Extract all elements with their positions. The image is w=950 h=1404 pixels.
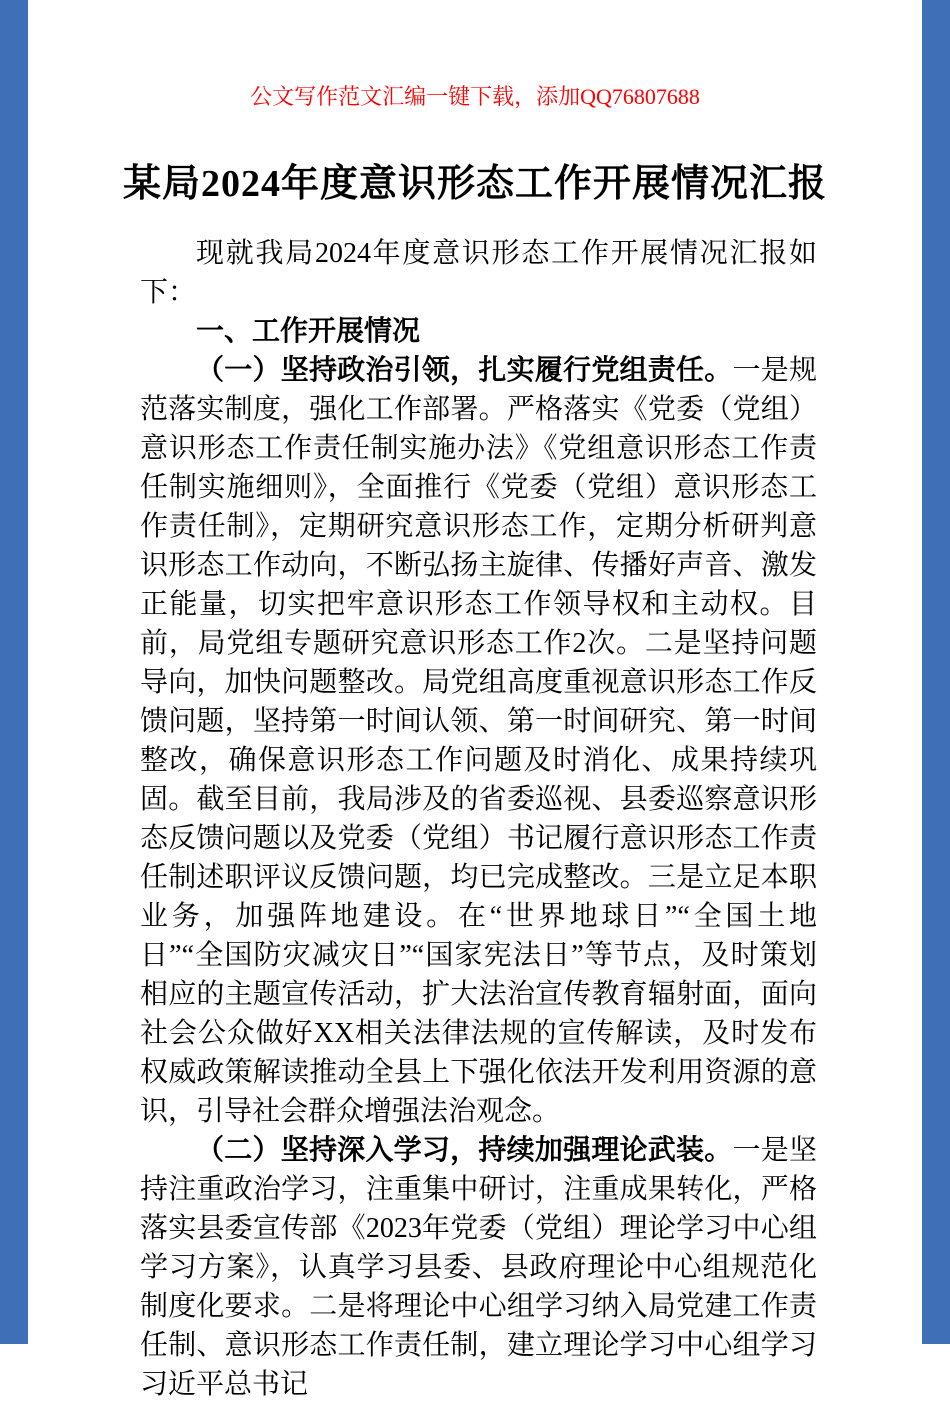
document-page <box>28 0 922 1400</box>
paragraph-lead: （二）坚持深入学习，持续加强理论武装。 <box>196 1135 733 1166</box>
paragraph-subsection-1 <box>140 351 817 1131</box>
right-page-margin-bar <box>922 0 950 1344</box>
promo-notice-banner: 公文写作范文汇编一键下载，添加QQ76807688 <box>250 84 700 109</box>
paragraph-lead: （一）坚持政治引领，扎实履行党组责任。 <box>196 355 733 386</box>
paragraph-intro <box>140 234 817 312</box>
document-title: 某局2024年度意识形态工作开展情况汇报 <box>122 163 827 205</box>
paragraph-text: 现就我局2024年度意识形态工作开展情况汇报如下： <box>140 238 817 308</box>
paragraph-subsection-2 <box>140 1131 817 1404</box>
document-body <box>140 234 817 1404</box>
paragraph-text: 一是规范落实制度，强化工作部署。严格落实《党委（党组）意识形态工作责任制实施办法》《党组意识形态工作责任制实施细则》，全面推行《党委（党组）意识形态工作责任制》，定期研究意识形态工作，定期分析研判意识形态工作动向，不断弘扬主旋律、传播好声音、激发正能量，切实把牢意识形态工作领导权和主动权。目前，局党组专题研究意识形态工作2次。二是坚持问题导向，加快问题整改。局党组高度重视意识形态工作反馈问题，坚持第一时间认领、第一时间研究、第一时间整改，确保意识形态工作问题及时消化、成果持续巩固。截至目前，我局涉及的省委巡视、县委巡察意识形态反馈问题以及党委（党组）书记履行意识形态工作责任制述职评议反馈问题，均已完成整改。三是立足本职业务，加强阵地建设。在“世界地球日”“全国土地日”“全国防灾减灾日”“国家宪法日”等节点，及时策划相应的主题宣传活动，扩大法治宣传教育辐射面，面向社会公众做好XX相关法律法规的宣传解读，及时发布权威政策解读推动全县上下强化依法开发利用资源的意识，引导社会群众增强法治观念。 <box>140 355 817 1127</box>
paragraph-text: 一是坚持注重政治学习，注重集中研讨，注重成果转化，严格落实县委宣传部《2023年党委（党组）理论学习中心组学习方案》，认真学习县委、县政府理论中心组规范化制度化要求。二是将理论中心组学习纳入局党建工作责任制、意识形态工作责任制，建立理论学习中心组学习习近平总书记 <box>140 1135 817 1400</box>
section-heading-1 <box>140 312 817 351</box>
paragraph-lead: 一、工作开展情况 <box>196 316 421 347</box>
left-page-margin-bar <box>0 0 28 1344</box>
